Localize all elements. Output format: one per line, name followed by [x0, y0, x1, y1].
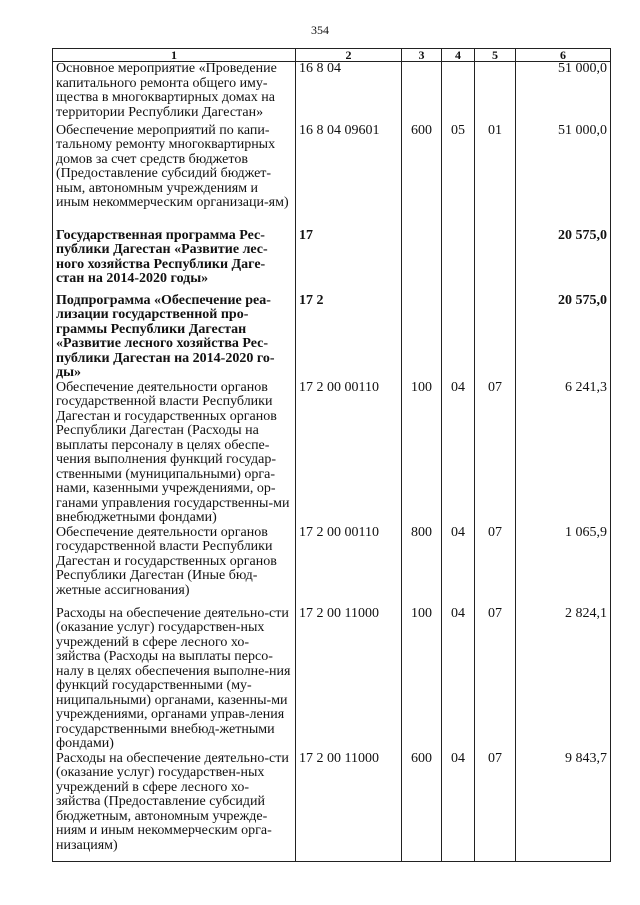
row-pr: 07 [475, 526, 516, 607]
table-row [53, 229, 611, 294]
row-amount: 51 000,0 [516, 62, 611, 124]
row-code: 17 2 00 00110 [296, 381, 402, 526]
header-col-2: 2 [296, 49, 402, 62]
row-rz: 04 [442, 526, 475, 607]
row-code: 17 2 00 11000 [296, 607, 402, 752]
row-name: Расходы на обеспечение деятельно-сти (оказание услуг) государствен-ных учреждений в сфере лесного хо-зяйства (Предоставление субсидий бюджетным, автономным учрежде-ниям и иным некоммерческим орга-низациям) [53, 752, 296, 862]
table-row [53, 124, 611, 229]
budget-table [52, 48, 611, 862]
row-pr: 07 [475, 607, 516, 752]
table-row [53, 62, 611, 124]
row-name: Основное мероприятие «Проведение капитального ремонта общего иму-щества в многоквартирных домах на территории Республики Дагестан» [53, 62, 296, 124]
row-pr [475, 294, 516, 381]
row-code: 17 2 00 00110 [296, 526, 402, 607]
row-rz: 05 [442, 124, 475, 229]
row-code: 17 2 00 11000 [296, 752, 402, 862]
header-col-1: 1 [53, 49, 296, 62]
row-pr [475, 229, 516, 294]
table-row [53, 294, 611, 381]
row-vr: 100 [402, 381, 442, 526]
row-amount: 20 575,0 [516, 229, 611, 294]
table-row [53, 526, 611, 607]
row-vr [402, 62, 442, 124]
row-rz: 04 [442, 752, 475, 862]
header-col-4: 4 [442, 49, 475, 62]
page-number: 354 [311, 23, 329, 37]
header-col-3: 3 [402, 49, 442, 62]
row-pr: 07 [475, 752, 516, 862]
row-rz [442, 62, 475, 124]
header-col-5: 5 [475, 49, 516, 62]
row-vr [402, 229, 442, 294]
row-name: Обеспечение деятельности органов государственной власти Республики Дагестан и государственных органов Республики Дагестан (Иные бюд-жетные ассигнования) [53, 526, 296, 607]
row-amount: 51 000,0 [516, 124, 611, 229]
row-amount: 9 843,7 [516, 752, 611, 862]
row-code: 16 8 04 [296, 62, 402, 124]
table-row [53, 752, 611, 862]
row-vr: 100 [402, 607, 442, 752]
row-name: Обеспечение мероприятий по капи-тальному ремонту многоквартирных домов за счет средств бюджетов (Предоставление субсидий бюджет-ным, автономным учреждениям и иным некоммерческим организаци-ям) [53, 124, 296, 229]
row-rz [442, 294, 475, 381]
table-row [53, 381, 611, 526]
row-code: 16 8 04 09601 [296, 124, 402, 229]
row-name: Обеспечение деятельности органов государственной власти Республики Дагестан и государственных органов Республики Дагестан (Расходы на выплаты персоналу в целях обеспе-чения выполнения функций государ-ственными (муниципальными) орга-нами, казенными учреждениями, ор-ганами управления государственны-ми внебюджетными фондами) [53, 381, 296, 526]
row-amount: 2 824,1 [516, 607, 611, 752]
row-rz [442, 229, 475, 294]
row-code: 17 2 [296, 294, 402, 381]
row-amount: 1 065,9 [516, 526, 611, 607]
row-code: 17 [296, 229, 402, 294]
row-vr: 800 [402, 526, 442, 607]
row-vr: 600 [402, 124, 442, 229]
table-header-row [53, 49, 611, 62]
table-row [53, 607, 611, 752]
row-amount: 20 575,0 [516, 294, 611, 381]
row-name: Государственная программа Рес-публики Дагестан «Развитие лес-ного хозяйства Республики Даге-стан на 2014-2020 годы» [53, 229, 296, 294]
row-amount: 6 241,3 [516, 381, 611, 526]
row-rz: 04 [442, 381, 475, 526]
row-pr [475, 62, 516, 124]
row-name: Расходы на обеспечение деятельно-сти (оказание услуг) государствен-ных учреждений в сфере лесного хо-зяйства (Расходы на выплаты персо-налу в целях обеспечения выполне-ния функций государственными (му-ниципальными) органами, казенны-ми учреждениями, органами управ-ления государственными внебюд-жетными фондами) [53, 607, 296, 752]
header-col-6: 6 [516, 49, 611, 62]
row-pr: 01 [475, 124, 516, 229]
row-pr: 07 [475, 381, 516, 526]
row-vr [402, 294, 442, 381]
row-name: Подпрограмма «Обеспечение реа-лизации государственной про-граммы Республики Дагестан «Развитие лесного хозяйства Рес-публики Дагестан на 2014-2020 го-ды» [53, 294, 296, 381]
row-vr: 600 [402, 752, 442, 862]
row-rz: 04 [442, 607, 475, 752]
